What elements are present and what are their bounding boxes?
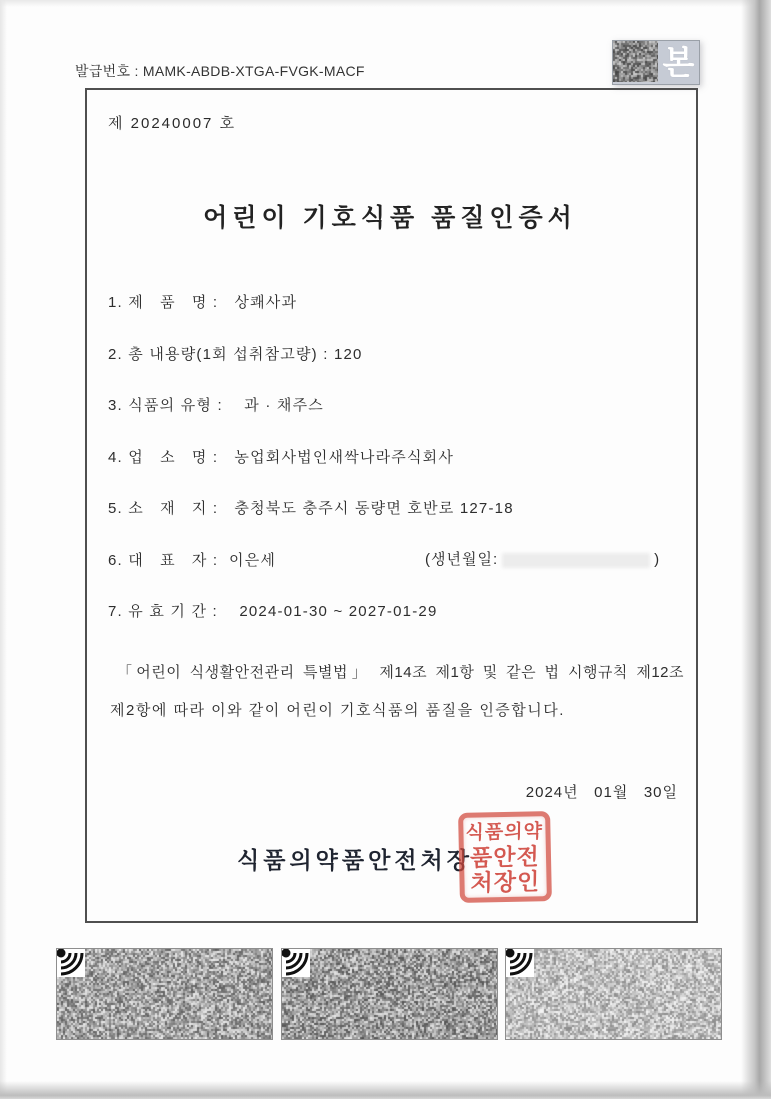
birthdate-close-paren: ) xyxy=(654,551,661,568)
barcode-noise xyxy=(282,949,497,1039)
corner-arc-icon xyxy=(282,949,310,977)
birthdate-group xyxy=(425,548,660,569)
birthdate-redaction xyxy=(502,553,650,568)
birthdate-label: (생년월일: xyxy=(425,551,499,568)
corner-arc-icon xyxy=(506,949,534,977)
corner-arc-icon xyxy=(57,949,85,977)
issue-date: 2024년 01월 30일 xyxy=(525,784,678,801)
item-net-content: 2. 총 내용량(1회 섭취참고량) : 120 xyxy=(108,346,363,363)
original-document-stamp xyxy=(612,40,700,85)
certificate-title: 어린이 기호식품 품질인증서 xyxy=(203,204,577,232)
item-business-name: 4. 업 소 명 : 농업회사법인새싹나라주식회사 xyxy=(108,449,455,466)
security-barcode-block xyxy=(281,948,498,1040)
security-barcode-block xyxy=(56,948,273,1040)
statement-line-2: 제2항에 따라 이와 같이 어린이 기호식품의 품질을 인증합니다. xyxy=(110,702,565,719)
statement-line-1: 「어린이 식생활안전관리 특별법」 제14조 제1항 및 같은 법 시행규칙 제12조 xyxy=(117,664,684,681)
signer-title: 식품의약품안전처장 xyxy=(237,848,473,873)
item-valid-period: 7. 유 효 기 간 : 2024-01-30 ~ 2027-01-29 xyxy=(108,603,438,620)
official-red-seal xyxy=(458,811,552,903)
security-barcode-block xyxy=(505,948,722,1040)
seal-row: 처장인 xyxy=(470,868,541,896)
barcode-noise xyxy=(506,949,721,1039)
item-food-type: 3. 식품의 유형 : 과 · 채주스 xyxy=(108,397,324,414)
stamp-obscured-noise xyxy=(613,41,658,82)
barcode-noise xyxy=(57,949,272,1039)
item-product-name: 1. 제 품 명 : 상쾌사과 xyxy=(108,294,298,311)
scan-edge-right xyxy=(741,0,771,1099)
scan-edge-left xyxy=(0,0,7,1099)
document-number: 제 20240007 호 xyxy=(108,115,237,132)
issue-number: 발급번호 : MAMK-ABDB-XTGA-FVGK-MACF xyxy=(75,63,365,79)
scan-edge-top xyxy=(0,0,771,7)
seal-row: 식품의약 xyxy=(465,820,544,844)
item-address: 5. 소 재 지 : 충청북도 충주시 동량면 호반로 127-18 xyxy=(108,500,514,517)
seal-row: 품안전 xyxy=(470,843,540,871)
item-representative: 6. 대 표 자 : 이은세 xyxy=(108,552,277,569)
stamp-character: 본 xyxy=(658,41,699,84)
scan-edge-bottom xyxy=(0,1081,771,1099)
